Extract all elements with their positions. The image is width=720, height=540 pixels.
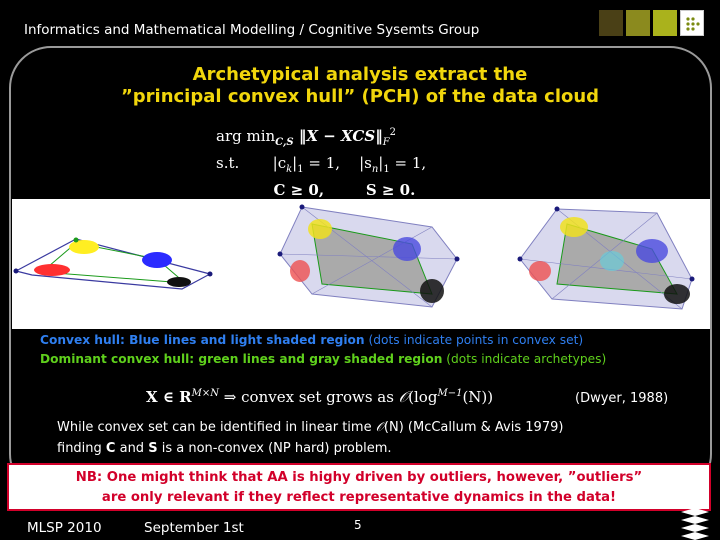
optimization-problem bbox=[216, 122, 426, 201]
math-objective: arg $\min_{C,S}$ ‖X − $XCS‖_F^2$ bbox=[216, 127, 397, 148]
legend-convex-hull bbox=[40, 333, 583, 347]
legend-dominant-hull bbox=[40, 352, 606, 366]
convex-hull-plots bbox=[12, 199, 710, 329]
footer-conference: MLSP 2010 bbox=[27, 520, 102, 536]
header-square-logo bbox=[680, 10, 704, 36]
slide-title-line1: Archetypical analysis extract the bbox=[192, 64, 528, 85]
complexity-formula: X ∈ $R^{M\times N}$ ⇒ convex set grows as $𝒪(\log^{M-1}(N))$ bbox=[146, 388, 494, 406]
dtu-logo-icon bbox=[677, 508, 713, 540]
complexity-paragraph bbox=[57, 417, 563, 459]
math-constraint-1: s.t. $|c_k|_1 = 1$, $|s_n|_1 = 1$, bbox=[216, 154, 427, 175]
header-square-dark bbox=[599, 10, 623, 36]
legend-convex-hull-bold: Convex hull: Blue lines and light shaded region bbox=[40, 333, 365, 347]
dots-icon bbox=[681, 11, 703, 35]
outlier-note-box bbox=[7, 463, 711, 511]
citation-dwyer: (Dwyer, 1988) bbox=[575, 391, 669, 406]
page-number: 5 bbox=[354, 518, 362, 532]
slide-title bbox=[0, 64, 720, 108]
header-title: Informatics and Mathematical Modelling / Cognitive Sysemts Group bbox=[24, 22, 480, 38]
header-square-olive bbox=[626, 10, 650, 36]
outlier-note-line1: NB: One might think that AA is highy driven by outliers, however, ”outliers” bbox=[75, 470, 643, 485]
paragraph-line1: While convex set can be identified in linear time 𝒪(N) (McCallum & Avis 1979) bbox=[57, 420, 564, 435]
legend-dominant-hull-note: (dots indicate archetypes) bbox=[442, 352, 607, 366]
plot-2d-hull bbox=[14, 238, 213, 290]
plot-3d-hull-b bbox=[518, 207, 695, 310]
outlier-note-line2: are only relevant if they reflect representative dynamics in the data! bbox=[101, 490, 617, 505]
legend-convex-hull-note: (dots indicate points in convex set) bbox=[364, 333, 584, 347]
plot-3d-hull-a bbox=[278, 205, 460, 308]
header-square-green bbox=[653, 10, 677, 36]
footer-date: September 1st bbox=[144, 520, 244, 536]
legend-dominant-hull-bold: Dominant convex hull: green lines and gray shaded region bbox=[40, 352, 443, 366]
paragraph-line2: finding C and S is a non-convex (NP hard) problem. bbox=[57, 441, 392, 456]
math-constraint-2: C ≥ 0, S ≥ 0. bbox=[216, 181, 416, 199]
slide-title-line2: ”principal convex hull” (PCH) of the data cloud bbox=[120, 86, 600, 107]
